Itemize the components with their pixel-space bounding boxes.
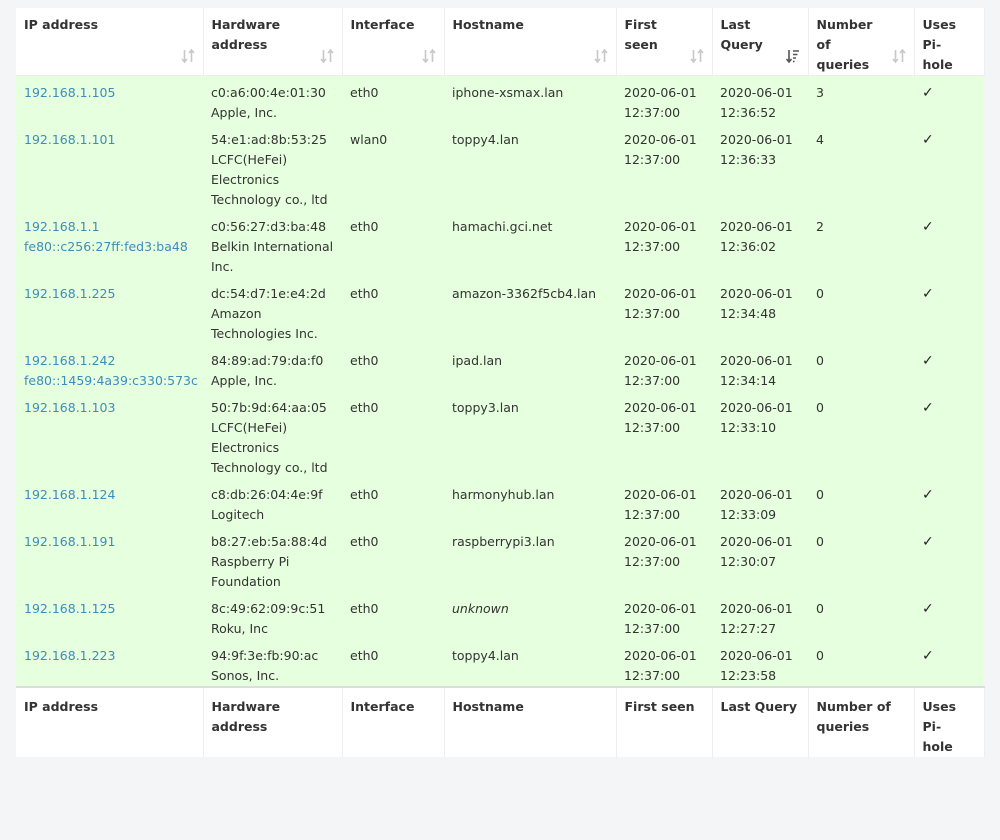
checkmark-icon: ✓: [922, 648, 934, 664]
column-footer-hardware-address: Hardware address: [203, 687, 342, 757]
column-header-label: Number of queries: [816, 17, 873, 72]
ip-address-cell: [16, 525, 203, 592]
first-seen-cell: 2020-06-01 12:37:00: [616, 344, 712, 391]
column-footer-interface: Interface: [342, 687, 444, 757]
interface-cell: eth0: [342, 76, 444, 124]
column-footer-uses-pi-hole: Uses Pi- hole: [914, 687, 984, 757]
hostname-cell: unknown: [444, 592, 616, 639]
ip-address-link[interactable]: 192.168.1.124: [24, 487, 116, 502]
hostname-cell: toppy3.lan: [444, 391, 616, 478]
sort-both-icon: [594, 48, 608, 64]
uses-pihole-cell: [914, 639, 984, 687]
interface-cell: eth0: [342, 639, 444, 687]
column-footer-first-seen: First seen: [616, 687, 712, 757]
ip-address-link[interactable]: 192.168.1.223: [24, 648, 116, 663]
query-count-cell: 0: [808, 639, 914, 687]
query-count-cell: 3: [808, 76, 914, 124]
column-footer-number-of-queries: Number of queries: [808, 687, 914, 757]
column-footer-hostname: Hostname: [444, 687, 616, 757]
sort-both-icon: [892, 48, 906, 64]
table-row: [16, 525, 984, 592]
column-header-label: Last Query: [720, 17, 763, 52]
hardware-address-cell: 84:89:ad:79:da:f0 Apple, Inc.: [203, 344, 342, 391]
last-query-cell: 2020-06-01 12:33:10: [712, 391, 808, 478]
ip-address-cell: [16, 277, 203, 344]
hardware-address-cell: c8:db:26:04:4e:9f Logitech: [203, 478, 342, 525]
uses-pihole-cell: [914, 123, 984, 210]
hostname-cell: hamachi.gci.net: [444, 210, 616, 277]
uses-pihole-cell: [914, 210, 984, 277]
column-header-label: Hostname: [452, 17, 524, 32]
query-count-cell: 4: [808, 123, 914, 210]
ip-address-link[interactable]: 192.168.1.101: [24, 132, 116, 147]
column-header-uses-pi-hole[interactable]: [914, 8, 984, 76]
ip-address-cell: [16, 210, 203, 277]
sort-both-icon: [422, 48, 436, 64]
column-header-label: Hardware address: [211, 17, 281, 52]
last-query-cell: 2020-06-01 12:33:09: [712, 478, 808, 525]
column-header-hardware-address[interactable]: [203, 8, 342, 76]
network-table: [16, 8, 985, 757]
interface-cell: eth0: [342, 592, 444, 639]
ip-address-link[interactable]: 192.168.1.125: [24, 601, 116, 616]
hostname-cell: iphone-xsmax.lan: [444, 76, 616, 124]
query-count-cell: 0: [808, 478, 914, 525]
table-row: [16, 391, 984, 478]
hardware-address-cell: 54:e1:ad:8b:53:25 LCFC(HeFei) Electronics Technology co., ltd: [203, 123, 342, 210]
hostname-cell: toppy4.lan: [444, 123, 616, 210]
hardware-address-cell: dc:54:d7:1e:e4:2d Amazon Technologies Inc.: [203, 277, 342, 344]
last-query-cell: 2020-06-01 12:34:14: [712, 344, 808, 391]
first-seen-cell: 2020-06-01 12:37:00: [616, 210, 712, 277]
checkmark-icon: ✓: [922, 534, 934, 550]
hardware-address-cell: b8:27:eb:5a:88:4d Raspberry Pi Foundation: [203, 525, 342, 592]
network-table-panel: [16, 8, 984, 757]
table-row: [16, 123, 984, 210]
column-footer-last-query: Last Query: [712, 687, 808, 757]
hostname-cell: toppy4.lan: [444, 639, 616, 687]
column-header-first-seen[interactable]: [616, 8, 712, 76]
table-row: [16, 76, 984, 124]
last-query-cell: 2020-06-01 12:30:07: [712, 525, 808, 592]
query-count-cell: 2: [808, 210, 914, 277]
checkmark-icon: ✓: [922, 219, 934, 235]
table-row: [16, 210, 984, 277]
last-query-cell: 2020-06-01 12:36:33: [712, 123, 808, 210]
checkmark-icon: ✓: [922, 400, 934, 416]
ip-address-link[interactable]: fe80::1459:4a39:c330:573c: [24, 373, 198, 388]
uses-pihole-cell: [914, 478, 984, 525]
ip-address-cell: [16, 344, 203, 391]
column-header-interface[interactable]: [342, 8, 444, 76]
ip-address-link[interactable]: 192.168.1.103: [24, 400, 116, 415]
ip-address-link[interactable]: 192.168.1.225: [24, 286, 116, 301]
sort-both-icon: [690, 48, 704, 64]
table-row: [16, 639, 984, 687]
column-header-label: IP address: [24, 17, 99, 32]
uses-pihole-cell: [914, 525, 984, 592]
table-row: [16, 478, 984, 525]
ip-address-link[interactable]: fe80::c256:27ff:fed3:ba48: [24, 239, 188, 254]
table-body: [16, 76, 984, 688]
ip-address-cell: [16, 639, 203, 687]
checkmark-icon: ✓: [922, 487, 934, 503]
checkmark-icon: ✓: [922, 132, 934, 148]
table-header: [16, 8, 984, 76]
table-row: [16, 344, 984, 391]
first-seen-cell: 2020-06-01 12:37:00: [616, 76, 712, 124]
first-seen-cell: 2020-06-01 12:37:00: [616, 391, 712, 478]
ip-address-cell: [16, 123, 203, 210]
query-count-cell: 0: [808, 277, 914, 344]
last-query-cell: 2020-06-01 12:34:48: [712, 277, 808, 344]
sort-both-icon: [320, 48, 334, 64]
query-count-cell: 0: [808, 592, 914, 639]
ip-address-cell: [16, 478, 203, 525]
interface-cell: eth0: [342, 210, 444, 277]
uses-pihole-cell: [914, 344, 984, 391]
ip-address-cell: [16, 592, 203, 639]
column-header-ip-address[interactable]: [16, 8, 203, 76]
checkmark-icon: ✓: [922, 601, 934, 617]
query-count-cell: 0: [808, 391, 914, 478]
interface-cell: eth0: [342, 391, 444, 478]
column-header-label: Uses Pi- hole: [922, 17, 957, 72]
column-header-label: First seen: [624, 17, 658, 52]
uses-pihole-cell: [914, 592, 984, 639]
column-header-last-query[interactable]: [712, 8, 808, 76]
first-seen-cell: 2020-06-01 12:37:00: [616, 123, 712, 210]
last-query-cell: 2020-06-01 12:36:02: [712, 210, 808, 277]
hardware-address-cell: 50:7b:9d:64:aa:05 LCFC(HeFei) Electronics Technology co., ltd: [203, 391, 342, 478]
last-query-cell: 2020-06-01 12:27:27: [712, 592, 808, 639]
table-row: [16, 277, 984, 344]
hostname-cell: amazon-3362f5cb4.lan: [444, 277, 616, 344]
interface-cell: eth0: [342, 525, 444, 592]
first-seen-cell: 2020-06-01 12:37:00: [616, 478, 712, 525]
column-header-label: Interface: [350, 17, 415, 32]
query-count-cell: 0: [808, 525, 914, 592]
ip-address-cell: [16, 76, 203, 124]
ip-address-link[interactable]: 192.168.1.191: [24, 534, 116, 549]
interface-cell: eth0: [342, 478, 444, 525]
hardware-address-cell: 8c:49:62:09:9c:51 Roku, Inc: [203, 592, 342, 639]
table-footer: [16, 687, 984, 757]
table-row: [16, 592, 984, 639]
hardware-address-cell: c0:a6:00:4e:01:30 Apple, Inc.: [203, 76, 342, 124]
ip-address-cell: [16, 391, 203, 478]
column-header-hostname[interactable]: [444, 8, 616, 76]
sort-both-icon: [181, 48, 195, 64]
hostname-cell: harmonyhub.lan: [444, 478, 616, 525]
column-footer-ip-address: IP address: [16, 687, 203, 757]
hardware-address-cell: c0:56:27:d3:ba:48 Belkin International Inc.: [203, 210, 342, 277]
first-seen-cell: 2020-06-01 12:37:00: [616, 525, 712, 592]
interface-cell: eth0: [342, 277, 444, 344]
checkmark-icon: ✓: [922, 286, 934, 302]
column-header-number-of-queries[interactable]: [808, 8, 914, 76]
interface-cell: wlan0: [342, 123, 444, 210]
hostname-cell: ipad.lan: [444, 344, 616, 391]
ip-address-link[interactable]: 192.168.1.242: [24, 353, 116, 368]
sort-desc-icon: [786, 48, 800, 64]
uses-pihole-cell: [914, 277, 984, 344]
query-count-cell: 0: [808, 344, 914, 391]
first-seen-cell: 2020-06-01 12:37:00: [616, 277, 712, 344]
first-seen-cell: 2020-06-01 12:37:00: [616, 639, 712, 687]
hostname-cell: raspberrypi3.lan: [444, 525, 616, 592]
checkmark-icon: ✓: [922, 85, 934, 101]
last-query-cell: 2020-06-01 12:36:52: [712, 76, 808, 124]
uses-pihole-cell: [914, 391, 984, 478]
ip-address-link[interactable]: 192.168.1.105: [24, 85, 116, 100]
hardware-address-cell: 94:9f:3e:fb:90:ac Sonos, Inc.: [203, 639, 342, 687]
interface-cell: eth0: [342, 344, 444, 391]
checkmark-icon: ✓: [922, 353, 934, 369]
last-query-cell: 2020-06-01 12:23:58: [712, 639, 808, 687]
first-seen-cell: 2020-06-01 12:37:00: [616, 592, 712, 639]
uses-pihole-cell: [914, 76, 984, 124]
ip-address-link[interactable]: 192.168.1.1: [24, 219, 100, 234]
